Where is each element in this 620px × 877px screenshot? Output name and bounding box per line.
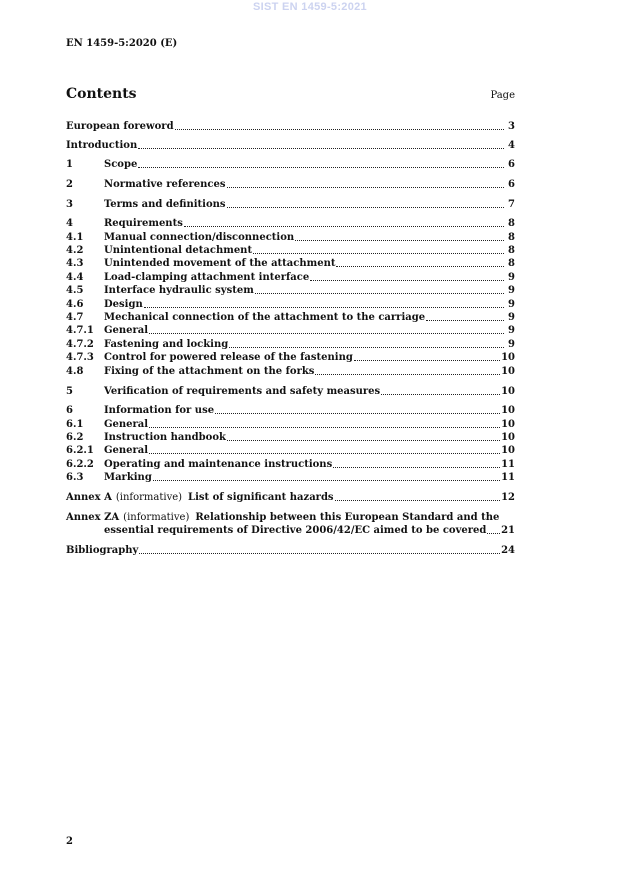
toc-entry-title: Manual connection/disconnection: [104, 232, 295, 243]
toc-entry-page: 10: [501, 432, 515, 443]
toc-entry-annex-a[interactable]: [66, 491, 515, 504]
toc-entry-page: 10: [501, 366, 515, 377]
toc-entry[interactable]: [66, 351, 515, 364]
toc-entry-page: 12: [501, 492, 515, 503]
dot-leader: [227, 186, 505, 188]
dot-leader: [149, 332, 504, 334]
toc-entry-title: General: [104, 445, 149, 456]
toc-entry-number: 4: [66, 218, 73, 229]
toc-entry-title: Normative references: [104, 179, 226, 190]
dot-leader: [139, 552, 500, 554]
page-number: 2: [66, 836, 73, 847]
toc-entry-title: Bibliography: [66, 545, 139, 556]
toc-entry-number: 5: [66, 386, 73, 397]
page-column-label: Page: [490, 90, 515, 101]
toc-entry-number: 4.8: [66, 366, 84, 377]
toc-entry-title: Marking: [104, 472, 152, 483]
toc-entry-number: 6.2.2: [66, 459, 94, 470]
toc-entry[interactable]: [66, 431, 515, 444]
toc-entry-title: Instruction handbook: [104, 432, 226, 443]
dot-leader: [315, 373, 500, 375]
dot-leader: [144, 306, 504, 308]
dot-leader: [426, 319, 504, 321]
toc-entry-page: 9: [508, 325, 515, 336]
dot-leader: [175, 128, 504, 130]
annex-informative: (informative): [115, 492, 183, 503]
dot-leader: [335, 499, 501, 501]
toc-entry-page: 9: [508, 285, 515, 296]
toc-entry[interactable]: [66, 298, 515, 311]
toc-entry-page: 6: [508, 179, 515, 190]
dot-leader: [229, 346, 504, 348]
dot-leader: [227, 206, 504, 208]
toc-entry[interactable]: [66, 471, 515, 484]
annex-informative: (informative): [123, 512, 190, 523]
contents-title: Contents: [66, 86, 137, 102]
toc-entry-title: Verification of requirements and safety measures: [104, 386, 381, 397]
toc-entry-title: Fixing of the attachment on the forks: [104, 366, 315, 377]
toc-entry-title: European foreword: [66, 121, 174, 132]
toc-entry-page: 24: [501, 545, 515, 556]
dot-leader: [336, 265, 504, 267]
toc-entry-page: 8: [508, 218, 515, 229]
toc-entry[interactable]: [66, 418, 515, 431]
watermark: SIST EN 1459-5:2021: [253, 1, 367, 13]
toc-entry[interactable]: [66, 217, 515, 230]
annex-label: Annex ZA: [66, 512, 120, 523]
toc-entry-page: 10: [501, 405, 515, 416]
toc-entry-number: 4.7.2: [66, 339, 94, 350]
toc-entry-page: 11: [501, 459, 515, 470]
toc-entry[interactable]: [66, 257, 515, 270]
toc-entry-title: Operating and maintenance instructions: [104, 459, 333, 470]
toc-entry[interactable]: [66, 244, 515, 257]
toc-entry-page: 10: [501, 445, 515, 456]
toc-entry-title: Unintended movement of the attachment: [104, 258, 336, 269]
dot-leader: [487, 532, 500, 534]
dot-leader: [227, 439, 500, 441]
toc-entry-number: 4.2: [66, 245, 84, 256]
toc-entry-title: Load-clamping attachment interface: [104, 272, 310, 283]
dot-leader: [138, 166, 504, 168]
toc-entry[interactable]: [66, 444, 515, 457]
dot-leader: [149, 452, 500, 454]
toc-entry-page: 9: [508, 272, 515, 283]
toc-entry-page: 3: [508, 121, 515, 132]
toc-entry-page: 11: [501, 472, 515, 483]
dot-leader: [138, 147, 504, 149]
toc-entry[interactable]: [66, 385, 515, 398]
toc-entry-number: 4.7: [66, 312, 84, 323]
toc-entry-bibliography[interactable]: [66, 544, 515, 557]
toc-entry-title: Fastening and locking: [104, 339, 229, 350]
toc-entry-number: 3: [66, 199, 73, 210]
annex-title: List of significant hazards: [188, 492, 334, 503]
toc-entry-title: Information for use: [104, 405, 215, 416]
toc-entry-page: 9: [508, 312, 515, 323]
toc-entry-page: 4: [508, 140, 515, 151]
dot-leader: [153, 479, 500, 481]
toc-entry-number: 4.7.3: [66, 352, 94, 363]
toc-entry-page: 8: [508, 258, 515, 269]
toc-entry-page: 21: [501, 525, 515, 536]
toc-entry[interactable]: [66, 458, 515, 471]
toc-entry-title: Mechanical connection of the attachment to the carriage: [104, 312, 426, 323]
toc-entry-page: 9: [508, 339, 515, 350]
toc-entry-number: 2: [66, 179, 73, 190]
toc-entry-number: 4.4: [66, 272, 84, 283]
toc-entry[interactable]: [66, 365, 515, 378]
dot-leader: [310, 279, 504, 281]
toc-entry[interactable]: [66, 311, 515, 324]
annex-label: Annex A: [66, 492, 112, 503]
toc-entry-title: Introduction: [66, 140, 138, 151]
dot-leader: [184, 225, 504, 227]
toc-entry[interactable]: [66, 178, 515, 191]
dot-leader: [381, 393, 500, 395]
toc-entry-number: 4.6: [66, 299, 84, 310]
dot-leader: [215, 412, 500, 414]
toc-entry[interactable]: [66, 231, 515, 244]
toc-entry-number: 6.3: [66, 472, 84, 483]
toc-entry-annex-za-line2[interactable]: [104, 524, 515, 537]
toc-entry-number: 6: [66, 405, 73, 416]
toc-entry-title: Design: [104, 299, 143, 310]
toc-entry-title: General: [104, 419, 149, 430]
toc-entry-page: 9: [508, 299, 515, 310]
dot-leader: [253, 252, 504, 254]
toc-entry-number: 4.7.1: [66, 325, 94, 336]
toc-entry-number: 4.1: [66, 232, 84, 243]
toc-entry[interactable]: [66, 284, 515, 297]
annex-title-line1: Relationship between this European Standard and the: [195, 512, 500, 523]
toc-entry-page: 8: [508, 245, 515, 256]
toc-entry[interactable]: [66, 158, 515, 171]
toc-entry-page: 7: [508, 199, 515, 210]
toc-entry-annex-za[interactable]: [66, 511, 515, 524]
toc-entry[interactable]: [66, 271, 515, 284]
toc-entry-number: 6.2.1: [66, 445, 94, 456]
toc-entry-title: Control for powered release of the fastening: [104, 352, 353, 363]
dot-leader: [295, 239, 504, 241]
toc-entry[interactable]: [66, 404, 515, 417]
toc-entry-number: 1: [66, 159, 73, 170]
toc-entry-page: 8: [508, 232, 515, 243]
annex-title-line2: essential requirements of Directive 2006/42/EC aimed to be covered: [104, 525, 487, 536]
toc-entry-number: 4.3: [66, 258, 84, 269]
toc-entry[interactable]: [66, 198, 515, 211]
toc-entry-title: Scope: [104, 159, 138, 170]
toc-entry[interactable]: [66, 324, 515, 337]
dot-leader: [333, 466, 500, 468]
dot-leader: [354, 359, 500, 361]
toc-entry-page: 10: [501, 386, 515, 397]
dot-leader: [149, 426, 500, 428]
toc-entry-page: 10: [501, 419, 515, 430]
dot-leader: [255, 292, 504, 294]
toc-entry-page: 6: [508, 159, 515, 170]
toc-entry-number: 4.5: [66, 285, 84, 296]
toc-entry-title: General: [104, 325, 149, 336]
document-id: EN 1459-5:2020 (E): [66, 38, 178, 49]
toc-entry-number: 6.2: [66, 432, 84, 443]
toc-entry-page: 10: [501, 352, 515, 363]
toc-entry-title: Unintentional detachment: [104, 245, 253, 256]
toc-entry-number: 6.1: [66, 419, 84, 430]
toc-entry-title: Terms and definitions: [104, 199, 226, 210]
toc-entry[interactable]: [66, 338, 515, 351]
toc-entry[interactable]: [66, 120, 515, 133]
toc-entry-title: Interface hydraulic system: [104, 285, 254, 296]
toc-entry-title: Requirements: [104, 218, 183, 229]
toc-entry[interactable]: [66, 139, 515, 152]
